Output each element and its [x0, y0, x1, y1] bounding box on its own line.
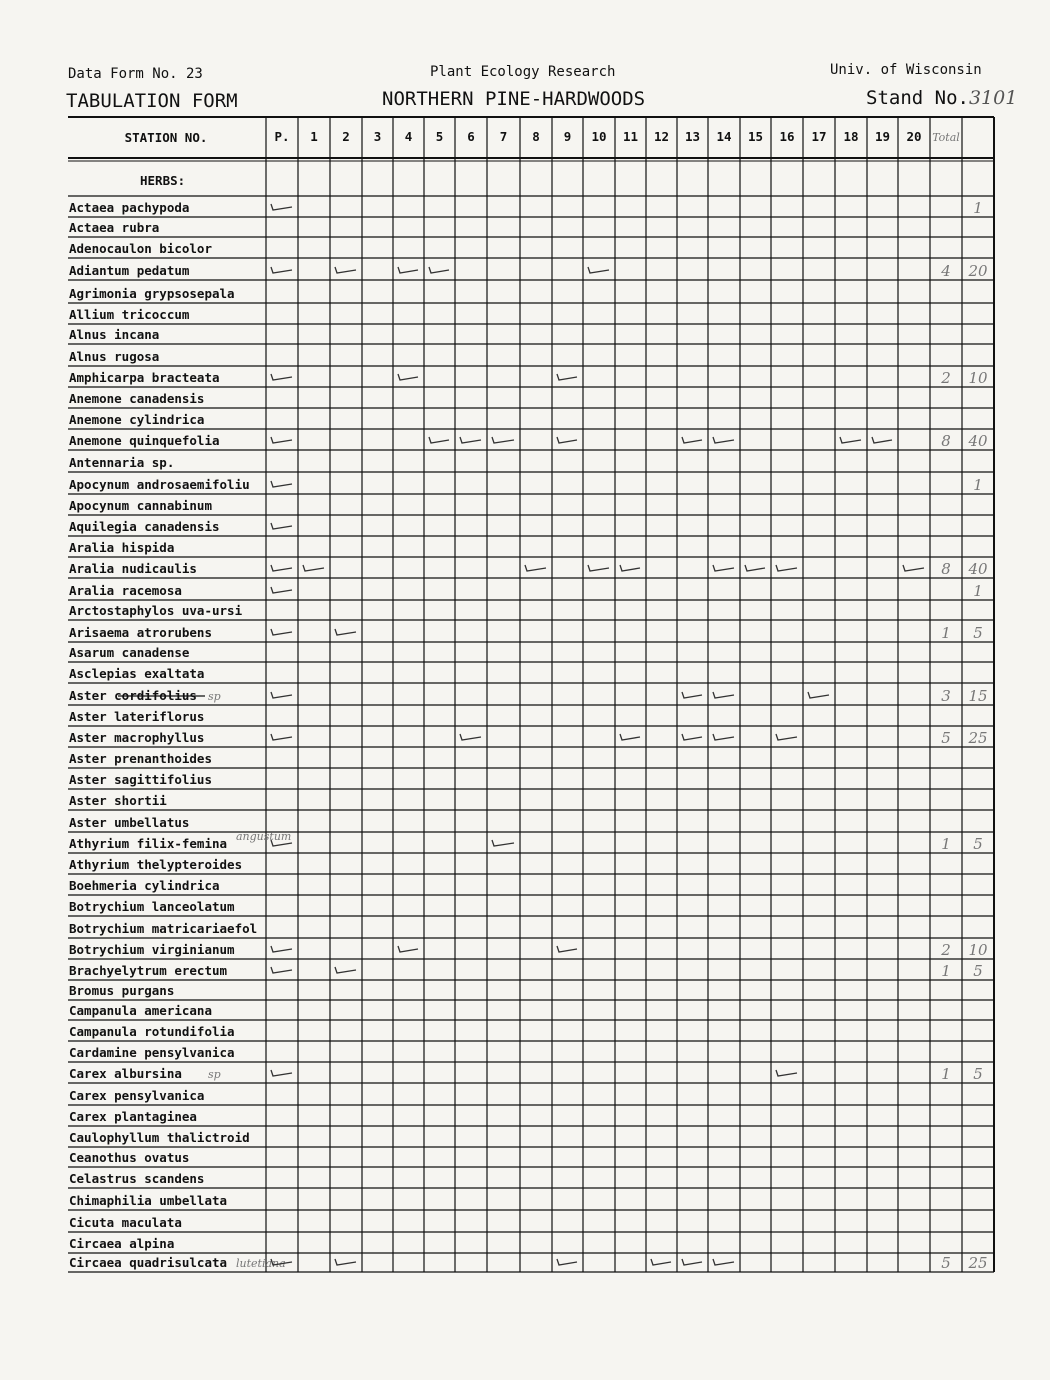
species-name: Cicuta maculata [69, 1215, 182, 1230]
row-frequency: 10 [968, 941, 988, 959]
species-name: Circaea quadrisulcata [69, 1255, 228, 1270]
row-frequency: 1 [973, 199, 983, 217]
check-mark [682, 437, 702, 443]
column-header: 17 [811, 129, 827, 144]
row-total: 5 [941, 1254, 951, 1272]
station-number-label: STATION NO. [124, 130, 208, 145]
species-name: Arctostaphylos uva-ursi [69, 603, 243, 618]
check-mark [776, 565, 797, 571]
row-frequency: 5 [973, 962, 983, 980]
species-name: Apocynum cannabinum [69, 498, 212, 513]
check-mark [303, 565, 324, 571]
species-name: Boehmeria cylindrica [69, 878, 220, 893]
species-name: Aster shortii [69, 793, 167, 808]
species-name: Carex albursina [69, 1066, 182, 1081]
species-name: Aster sagittifolius [69, 772, 212, 787]
check-mark [271, 629, 292, 635]
row-frequency: 5 [973, 835, 983, 853]
row-frequency: 40 [968, 560, 988, 578]
row-frequency: 15 [968, 687, 988, 705]
stand-value: 3101 [968, 87, 1018, 109]
species-name: Alnus rugosa [69, 349, 160, 364]
form-number: Data Form No. 23 [68, 66, 203, 82]
section-label: HERBS: [140, 173, 186, 188]
column-header: 19 [874, 129, 891, 144]
column-header: 6 [467, 129, 475, 144]
check-mark [651, 1259, 671, 1265]
species-name: Agrimonia grypsosepala [69, 286, 235, 301]
check-mark [682, 734, 702, 740]
row-total: 4 [941, 262, 951, 280]
row-total: 2 [941, 941, 951, 959]
row-frequency: 1 [973, 476, 983, 494]
species-name: Aster prenanthoides [69, 751, 212, 766]
check-mark [271, 204, 292, 210]
species-name: Aralia racemosa [69, 583, 182, 598]
check-mark [271, 967, 292, 973]
check-mark [271, 374, 292, 380]
column-header: 16 [779, 129, 795, 144]
species-name: Celastrus scandens [69, 1171, 205, 1186]
species-name: Actaea pachypoda [69, 200, 190, 215]
row-total: 1 [941, 962, 951, 980]
species-name: Antennaria sp. [69, 455, 175, 470]
check-mark [557, 374, 577, 380]
column-header: 4 [404, 129, 413, 144]
check-mark [335, 629, 356, 635]
check-mark [460, 437, 481, 443]
species-name: Adiantum pedatum [69, 263, 190, 278]
row-frequency: 25 [968, 729, 988, 747]
check-mark [776, 1070, 797, 1076]
check-mark [271, 437, 292, 443]
species-name: Aralia nudicaulis [69, 561, 197, 576]
column-header: 12 [653, 129, 670, 144]
species-name: Aster lateriflorus [69, 709, 205, 724]
species-name: Anemone cylindrica [69, 412, 205, 427]
check-mark [682, 1259, 702, 1265]
check-mark [557, 946, 577, 952]
column-header: 9 [563, 129, 572, 144]
species-name: Bromus purgans [69, 983, 175, 998]
species-annotation: sp [208, 1068, 221, 1081]
check-mark [271, 734, 292, 740]
column-header: 15 [747, 129, 764, 144]
check-mark [271, 946, 292, 952]
species-name: Anemone quinquefolia [69, 433, 220, 448]
check-mark [271, 565, 292, 571]
row-frequency: 10 [968, 369, 988, 387]
column-header: 20 [906, 129, 922, 144]
species-name: Asarum canadense [69, 645, 190, 660]
lab-name: Plant Ecology Research [430, 64, 616, 80]
check-mark [429, 437, 449, 443]
species-name: Alnus incana [69, 327, 160, 342]
check-mark [713, 734, 734, 740]
species-name: Athyrium filix-femina [69, 836, 228, 851]
column-header: 14 [716, 129, 732, 144]
row-total: 3 [941, 687, 951, 705]
check-mark [398, 267, 418, 273]
column-header: 13 [684, 129, 701, 144]
column-header: 3 [373, 129, 382, 144]
species-name: Adenocaulon bicolor [69, 241, 212, 256]
column-header: 18 [843, 129, 859, 144]
column-header: Total [932, 131, 960, 144]
check-mark [335, 1259, 356, 1265]
check-mark [271, 523, 292, 529]
species-name: Carex plantaginea [69, 1109, 197, 1124]
species-annotation: angustum [236, 830, 292, 843]
check-mark [335, 967, 356, 973]
species-name: Aster macrophyllus [69, 730, 205, 745]
check-mark [398, 946, 418, 952]
species-name: Caulophyllum thalictroid [69, 1130, 250, 1145]
check-mark [492, 437, 514, 443]
species-name: Carex pensylvanica [69, 1088, 205, 1103]
row-total: 2 [941, 369, 951, 387]
species-name: Ceanothus ovatus [69, 1150, 190, 1165]
species-name: Aquilegia canadensis [69, 519, 220, 534]
check-mark [460, 734, 481, 740]
row-total: 5 [941, 729, 951, 747]
check-mark [840, 437, 861, 443]
species-name: Cardamine pensylvanica [69, 1045, 235, 1060]
check-mark [271, 267, 292, 273]
university-name: Univ. of Wisconsin [830, 62, 982, 78]
check-mark [271, 481, 292, 487]
check-mark [429, 267, 449, 273]
check-mark [713, 692, 734, 698]
check-mark [745, 565, 765, 571]
species-name: Arisaema atrorubens [69, 625, 212, 640]
column-header: 1 [310, 129, 318, 144]
form-title: TABULATION FORM [66, 90, 238, 112]
check-mark [620, 565, 640, 571]
check-mark [398, 374, 418, 380]
row-total: 1 [941, 1065, 951, 1083]
species-name: Brachyelytrum erectum [69, 963, 228, 978]
species-name: Chimaphilia umbellata [69, 1193, 228, 1208]
species-name: Circaea alpina [69, 1236, 175, 1251]
column-header: P. [274, 129, 290, 144]
column-header: 11 [622, 129, 639, 144]
row-total: 1 [941, 624, 951, 642]
community-title: NORTHERN PINE-HARDWOODS [382, 88, 646, 110]
species-name: Aralia hispida [69, 540, 175, 555]
species-name: Aster umbellatus [69, 815, 190, 830]
species-annotation: sp [208, 690, 221, 703]
species-name: Botrychium lanceolatum [69, 899, 235, 914]
stand-label: Stand No. [866, 87, 969, 109]
check-mark [713, 437, 734, 443]
species-name: Actaea rubra [69, 220, 160, 235]
species-name: Apocynum androsaemifoliu [69, 477, 250, 492]
species-name: Campanula americana [69, 1003, 212, 1018]
check-mark [492, 840, 514, 846]
check-mark [872, 437, 892, 443]
check-mark [713, 565, 734, 571]
check-mark [271, 587, 292, 593]
check-mark [271, 692, 292, 698]
species-name: Botrychium virginianum [69, 942, 235, 957]
species-name: Athyrium thelypteroides [69, 857, 243, 872]
row-total: 8 [941, 432, 951, 450]
check-mark [808, 692, 829, 698]
species-name: Amphicarpa bracteata [69, 370, 220, 385]
column-header: 5 [435, 129, 444, 144]
check-mark [271, 1070, 292, 1076]
check-mark [557, 1259, 577, 1265]
check-mark [588, 565, 609, 571]
check-mark [335, 267, 356, 273]
row-frequency: 5 [973, 1065, 983, 1083]
row-frequency: 1 [973, 582, 983, 600]
column-header: 2 [342, 129, 350, 144]
species-name: Asclepias exaltata [69, 666, 205, 681]
check-mark [713, 1259, 734, 1265]
species-annotation: lutetiana [236, 1257, 286, 1270]
row-frequency: 25 [968, 1254, 988, 1272]
row-total: 1 [941, 835, 951, 853]
column-header: 7 [499, 129, 508, 144]
row-frequency: 40 [968, 432, 988, 450]
check-mark [776, 734, 797, 740]
check-mark [620, 734, 640, 740]
check-mark [557, 437, 577, 443]
species-name: Campanula rotundifolia [69, 1024, 235, 1039]
species-name: Allium tricoccum [69, 307, 190, 322]
species-name: Anemone canadensis [69, 391, 205, 406]
column-header: 10 [591, 129, 607, 144]
species-name: Botrychium matricariaefol [69, 921, 258, 936]
row-frequency: 5 [973, 624, 983, 642]
row-total: 8 [941, 560, 951, 578]
check-mark [588, 267, 609, 273]
species-name: Aster cordifolius [69, 688, 197, 703]
check-mark [525, 565, 546, 571]
row-frequency: 20 [968, 262, 988, 280]
check-mark [903, 565, 924, 571]
column-header: 8 [532, 129, 540, 144]
check-mark [682, 692, 702, 698]
